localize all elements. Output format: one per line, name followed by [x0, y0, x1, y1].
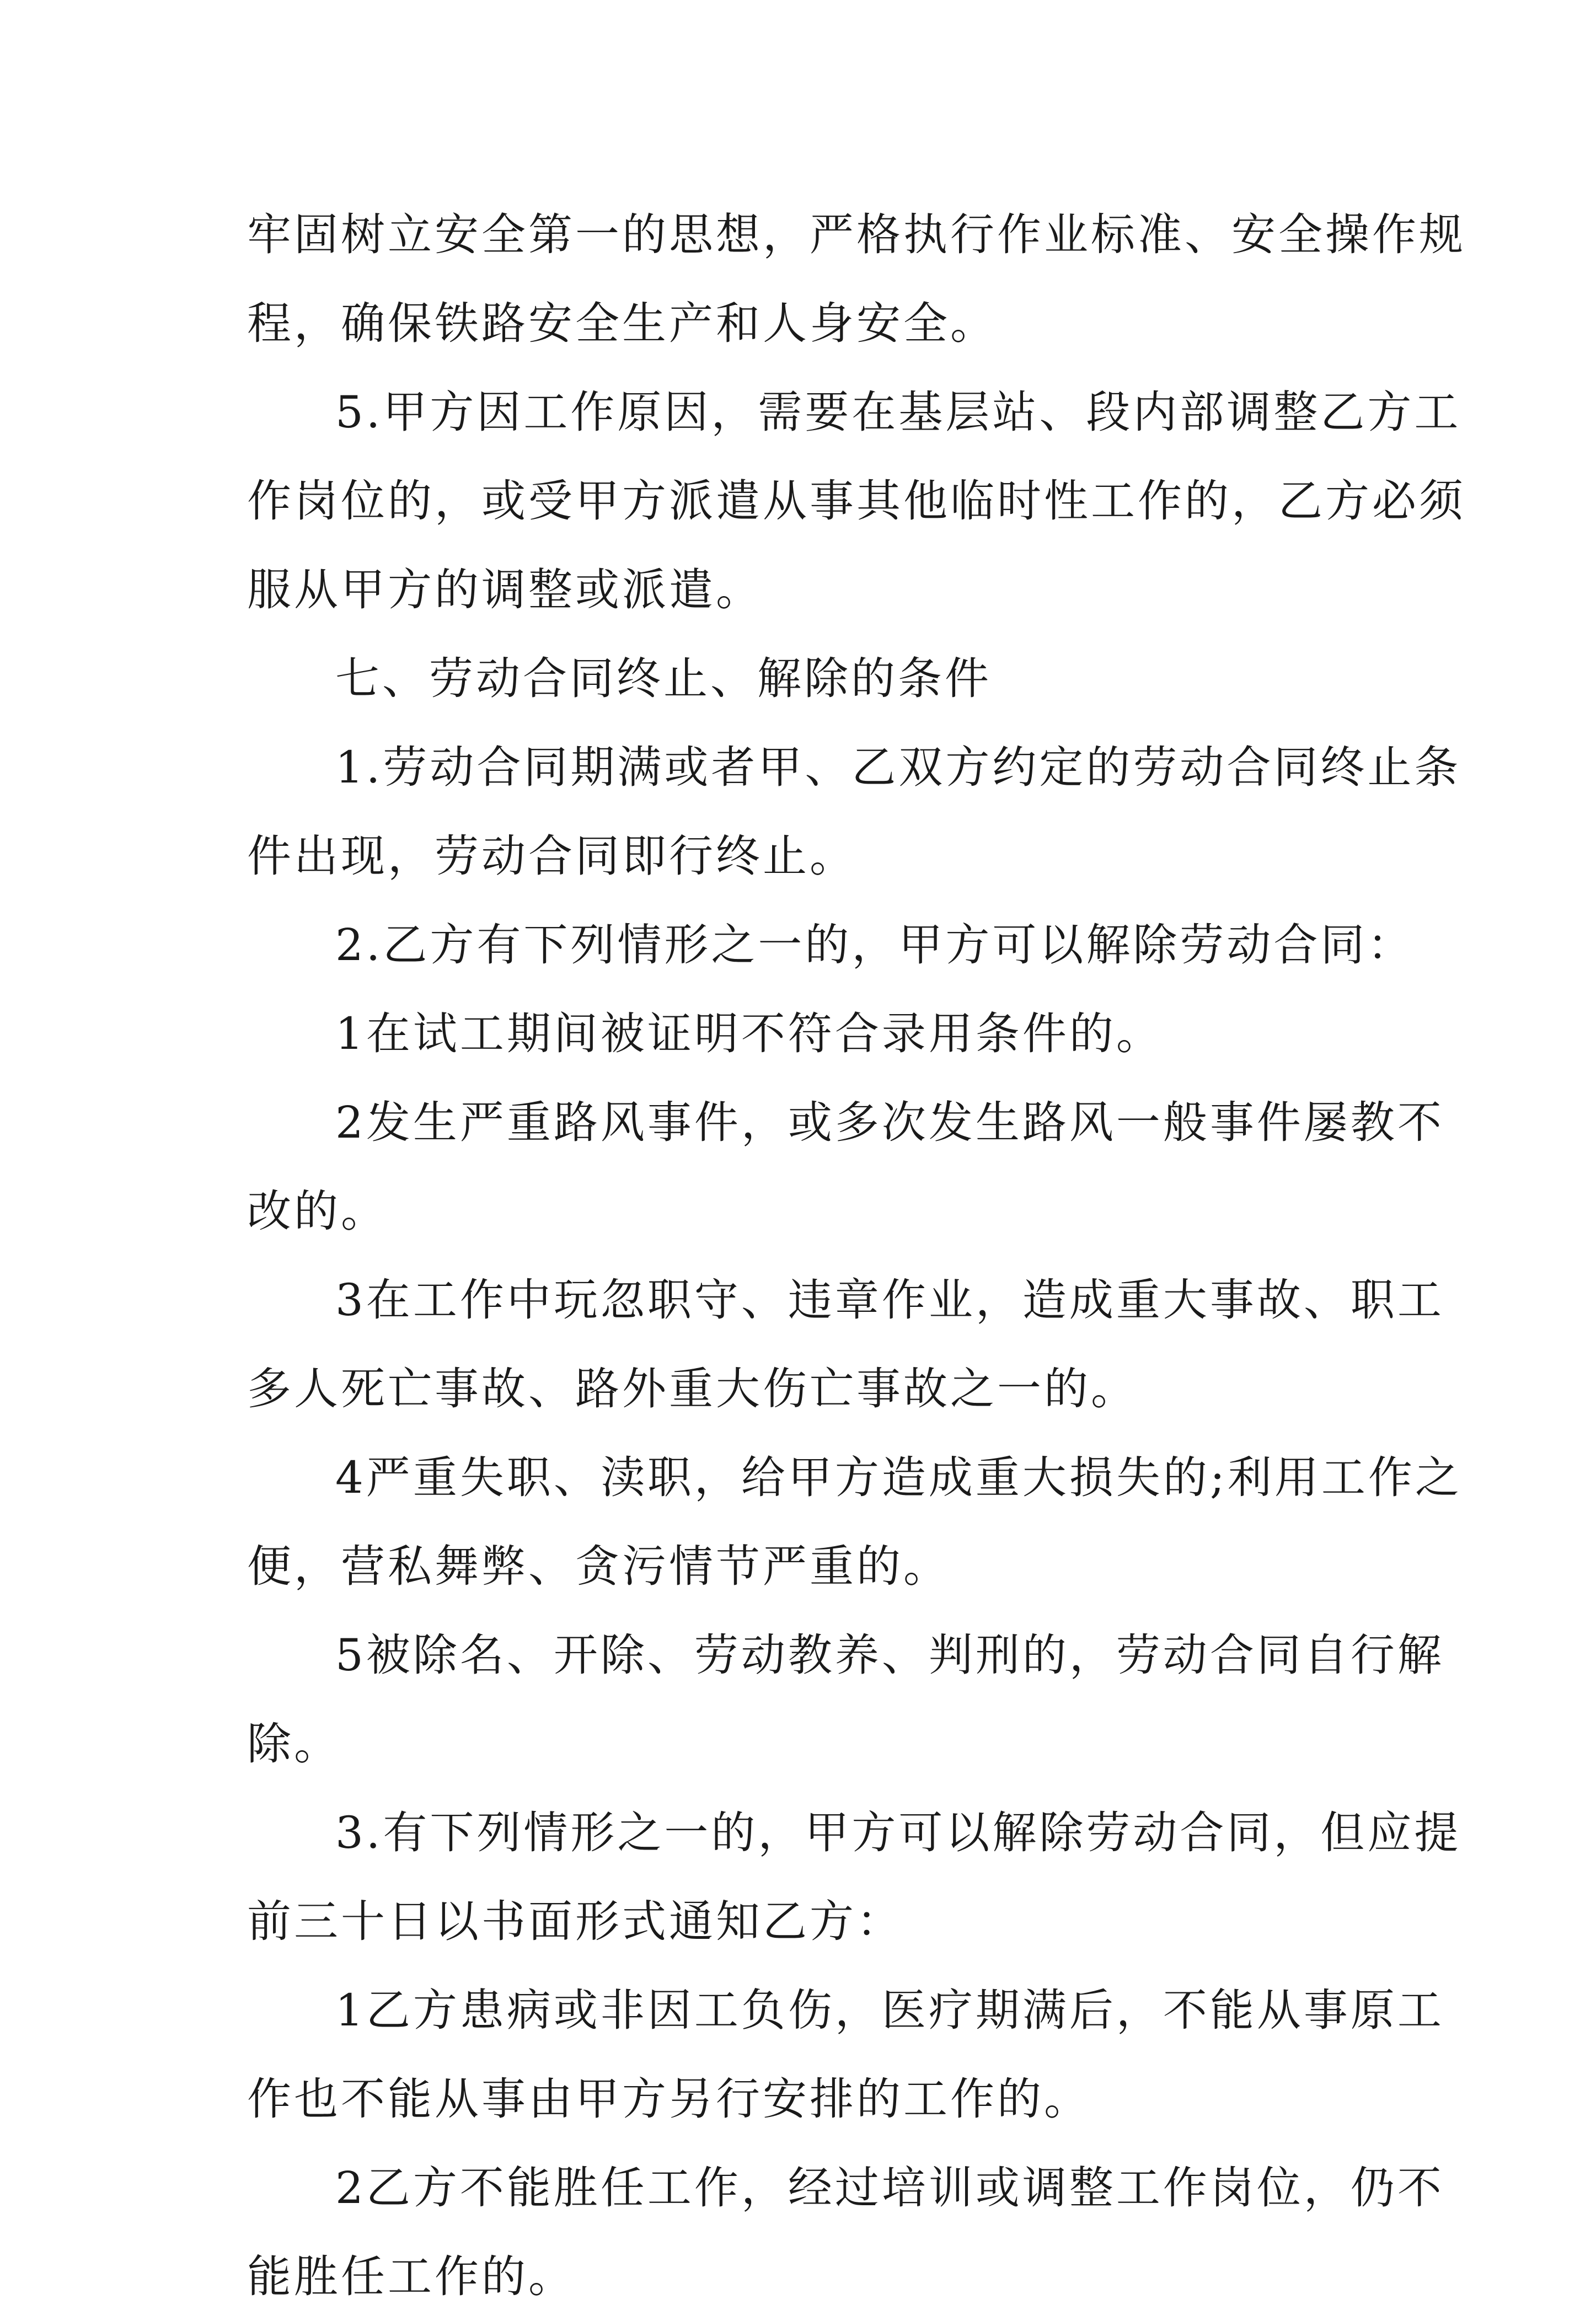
text-line: 5被除名、开除、劳动教养、判刑的，劳动合同自行解	[335, 1629, 1444, 1681]
text-line: 作也不能从事由甲方另行安排的工作的。	[247, 2073, 1091, 2125]
text-line: 2乙方不能胜任工作，经过培训或调整工作岗位，仍不	[335, 2162, 1444, 2213]
text-line: 1在试工期间被证明不符合录用条件的。	[335, 1008, 1163, 1059]
text-line: 便，营私舞弊、贪污情节严重的。	[247, 1541, 950, 1592]
text-line: 作岗位的，或受甲方派遣从事其他临时性工作的，乙方必须	[247, 475, 1466, 527]
text-line: 服从甲方的调整或派遣。	[247, 564, 763, 615]
text-line: 1.劳动合同期满或者甲、乙双方约定的劳动合同终止条	[335, 742, 1461, 793]
text-line: 多人死亡事故、路外重大伤亡事故之一的。	[247, 1363, 1138, 1414]
text-line: 七、劳动合同终止、解除的条件	[335, 653, 992, 704]
text-line: 件出现，劳动合同即行终止。	[247, 830, 856, 882]
text-line: 5.甲方因工作原因，需要在基层站、段内部调整乙方工	[335, 387, 1461, 438]
text-line: 程，确保铁路安全生产和人身安全。	[247, 298, 997, 349]
text-line: 3在工作中玩忽职守、违章作业，造成重大事故、职工	[335, 1274, 1444, 1326]
text-line: 1乙方患病或非因工负伤，医疗期满后，不能从事原工	[335, 1985, 1444, 2036]
text-line: 改的。	[247, 1186, 388, 1237]
text-line: 牢固树立安全第一的思想，严格执行作业标准、安全操作规	[247, 209, 1466, 260]
text-line: 2发生严重路风事件，或多次发生路风一般事件屡教不	[335, 1097, 1444, 1148]
text-line: 前三十日以书面形式通知乙方：	[247, 1896, 903, 1947]
text-line: 2.乙方有下列情形之一的，甲方可以解除劳动合同：	[335, 919, 1415, 971]
document-body	[247, 190, 1466, 2321]
text-line: 3.有下列情形之一的，甲方可以解除劳动合同，但应提	[335, 1807, 1461, 1858]
text-line: 能胜任工作的。	[247, 2251, 575, 2302]
text-line: 除。	[247, 1718, 341, 1770]
text-line: 4严重失职、渎职，给甲方造成重大损失的;利用工作之	[335, 1452, 1462, 1503]
